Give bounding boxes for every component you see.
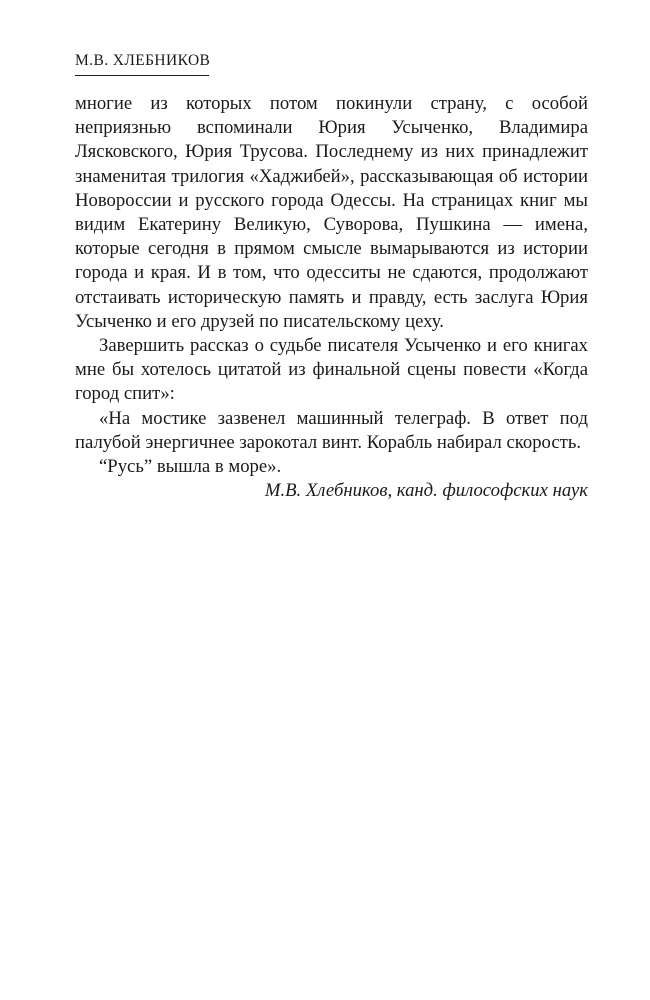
paragraph-continued: многие из которых потом покинули страну, с особой неприязнью вспоминали Юрия Усыченко, Владимира Лясковского, Юрия Трусова. Последнему из них принадлежит знаменитая трилогия «Хаджибей», рассказывающая об истории Новороссии и русского города Одессы. На страницах книг мы видим Екатерину Великую, Суворова, Пушкина — имена, которые сегодня в прямом смысле вымарываются из истории города и края. И в том, что одесситы не сдаются, продолжают отстаивать историческую память и правду, есть заслуга Юрия Усыченко и его друзей по писательскому цеху.	[75, 93, 588, 332]
paragraph-conclusion: Завершить рассказ о судьбе писателя Усыченко и его книгах мне бы хотелось цитатой из финальной сцены повести «Когда город спит»:	[75, 335, 588, 405]
author-signature: М.В. Хлебников, канд. философских наук	[264, 480, 588, 502]
running-header-author: М.В. ХЛЕБНИКОВ	[75, 52, 211, 69]
paragraph-quote: «На мостике зазвенел машинный телеграф. В ответ под палубой энергичнее зарокотал винт. Корабль набирал скорость.	[75, 407, 588, 453]
main-text	[75, 92, 588, 503]
header-underline	[75, 75, 209, 76]
paragraph-quote-end: “Русь” вышла в море».	[99, 456, 282, 478]
